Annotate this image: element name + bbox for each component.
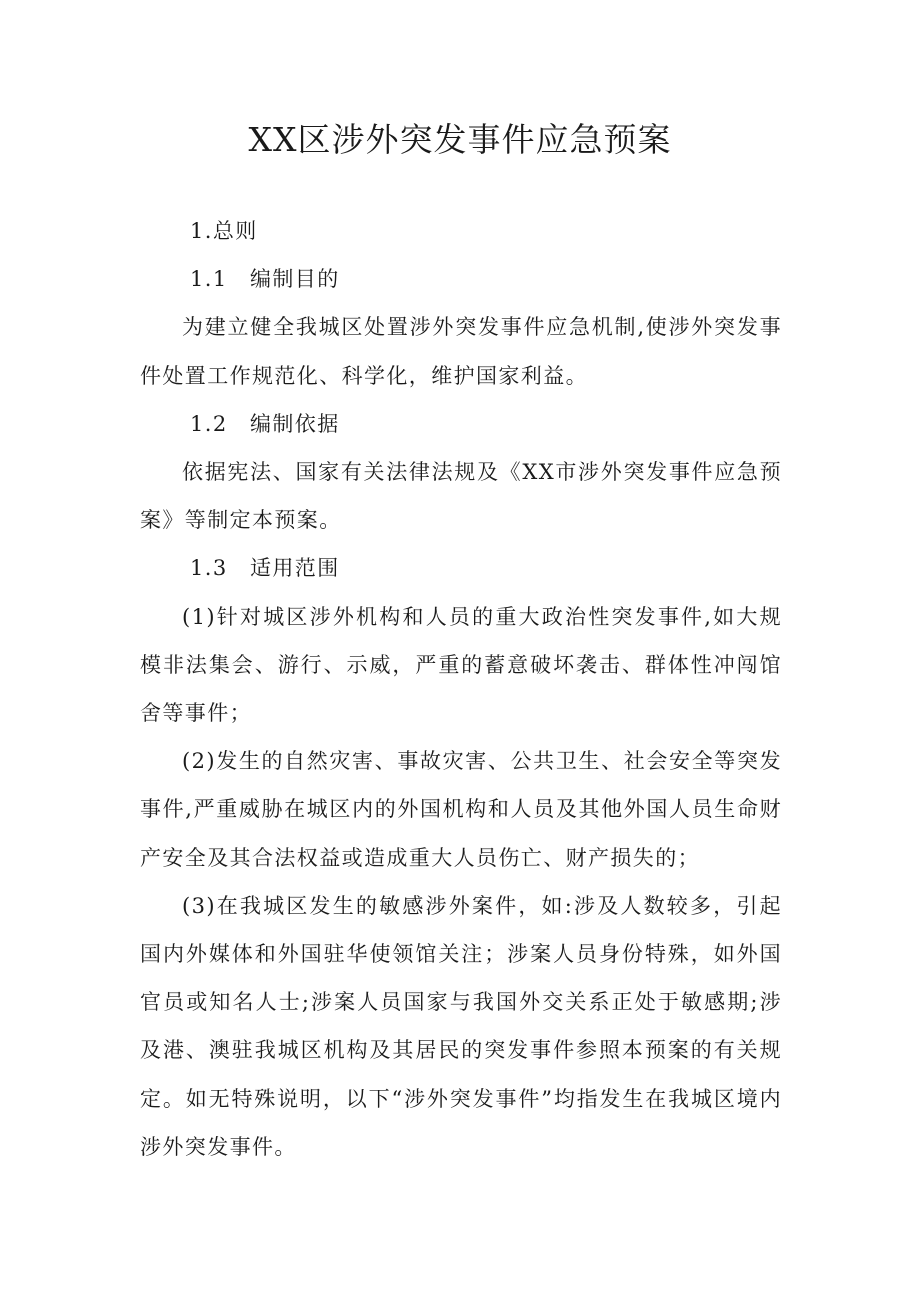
- section-heading-scope: [140, 544, 782, 592]
- paragraph-basis: 依据宪法、国家有关法律法规及《XX市涉外突发事件应急预案》等制定本预案。: [140, 460, 782, 533]
- paragraph-scope-item-2: (2)发生的自然灾害、事故灾害、公共卫生、社会安全等突发事件,严重威胁在城区内的外国机构和人员及其他外国人员生命财产安全及其合法权益或造成重大人员伤亡、财产损失的；: [140, 749, 782, 870]
- section-heading-purpose: [140, 255, 782, 303]
- section-number: 1.2: [190, 411, 228, 436]
- document-title: XX区涉外突发事件应急预案: [248, 120, 672, 159]
- section-heading-general: [140, 207, 782, 255]
- section-heading-text: 适用范围: [250, 556, 340, 581]
- document-body: [140, 207, 782, 1171]
- section-number: 1.1: [190, 267, 228, 292]
- paragraph-scope-item-1: (1)针对城区涉外机构和人员的重大政治性突发事件,如大规模非法集会、游行、示威，严重的蓄意破坏袭击、群体性冲闯馆舍等事件；: [140, 604, 782, 726]
- section-heading-text: 编制目的: [250, 267, 340, 292]
- paragraph-purpose: 为建立健全我城区处置涉外突发事件应急机制,使涉外突发事件处置工作规范化、科学化，维护国家利益。: [140, 315, 782, 388]
- section-heading-text: 编制依据: [250, 411, 340, 436]
- paragraph-scope-item-3: (3)在我城区发生的敏感涉外案件，如:涉及人数较多，引起国内外媒体和外国驻华使领馆关注；涉案人员身份特殊，如外国官员或知名人士;涉案人员国家与我国外交关系正处于敏感期;涉及港、澳驻我城区机构及其居民的突发事件参照本预案的有关规定。如无特殊说明，以下“涉外突发事件”均指发生在我城区境内涉外突发事件。: [140, 893, 782, 1159]
- section-heading-general-text: 1.总则: [190, 219, 258, 243]
- section-number: 1.3: [190, 556, 228, 581]
- section-heading-basis: [140, 400, 782, 448]
